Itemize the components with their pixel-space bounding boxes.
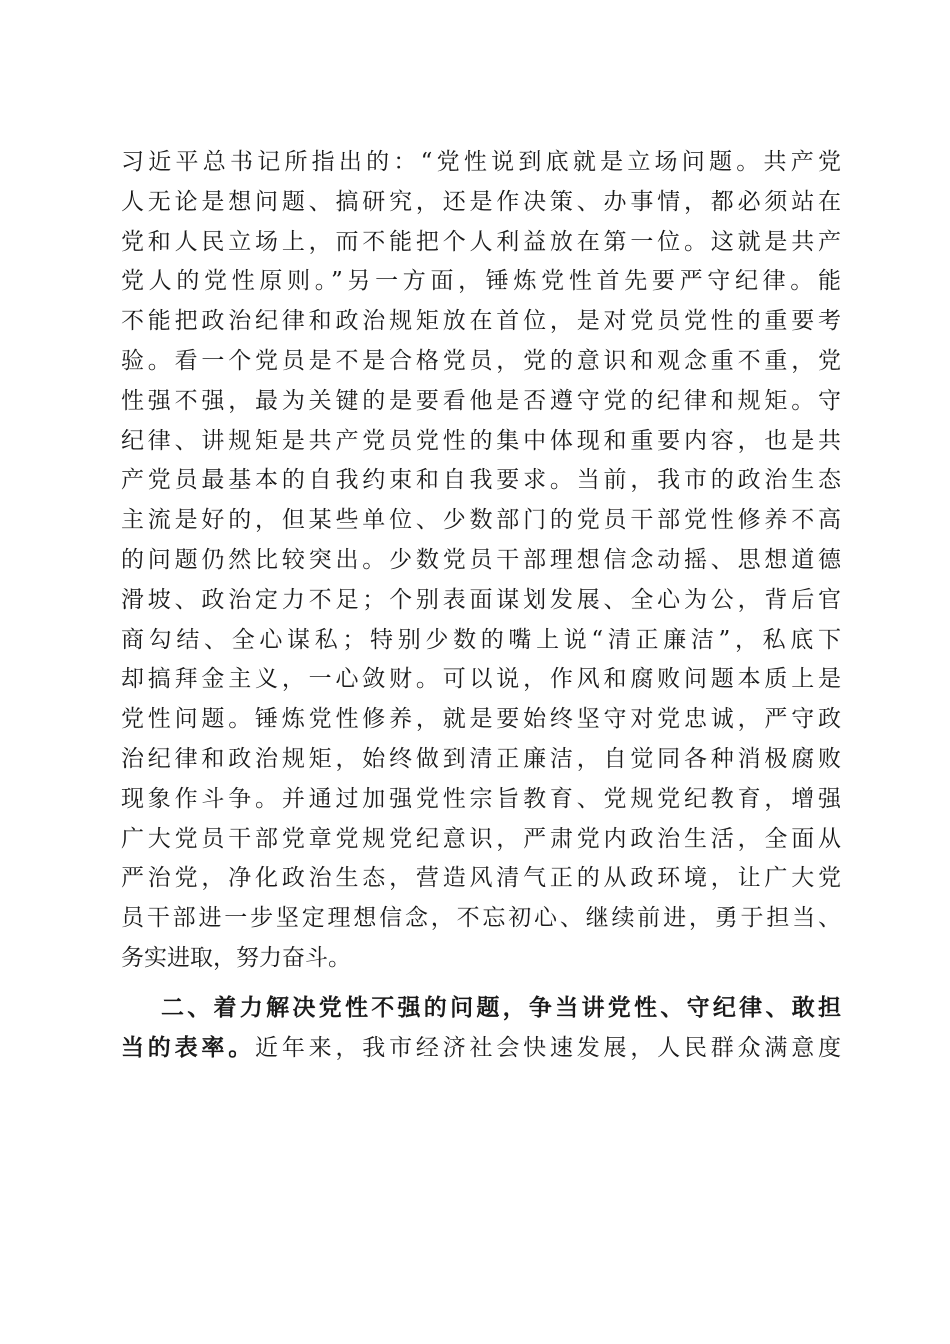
text-line: 纪律、讲规矩是共产党员党性的集中体现和重要内容，也是共 bbox=[121, 427, 841, 454]
text-line: 的问题仍然比较突出。少数党员干部理想信念动摇、思想道德 bbox=[121, 546, 841, 573]
text-line: 习近平总书记所指出的：“党性说到底就是立场问题。共产党 bbox=[121, 149, 841, 175]
text-line: 治纪律和政治规矩，始终做到清正廉洁，自觉同各种消极腐败 bbox=[121, 745, 841, 772]
section-body-text: 近年来，我市经济社会快速发展，人民群众满意度 bbox=[255, 1034, 842, 1061]
section-heading-end: 当的表率。 bbox=[121, 1034, 256, 1061]
paragraph-2 bbox=[121, 989, 841, 1069]
text-line: 却搞拜金主义，一心敛财。可以说，作风和腐败问题本质上是 bbox=[121, 666, 841, 693]
text-line: 员干部进一步坚定理想信念，不忘初心、继续前进，勇于担当、 bbox=[121, 905, 841, 932]
paragraph-gap bbox=[121, 979, 841, 989]
text-line: 滑坡、政治定力不足；个别表面谋划发展、全心为公，背后官 bbox=[121, 586, 841, 613]
text-line: 党人的党性原则。”另一方面，锤炼党性首先要严守纪律。能 bbox=[121, 268, 841, 295]
section-heading: 二、着力解决党性不强的问题，争当讲党性、守纪律、敢担 bbox=[161, 994, 841, 1021]
text-line: 党和人民立场上，而不能把个人利益放在第一位。这就是共产 bbox=[121, 228, 841, 255]
text-line: 党性问题。锤炼党性修养，就是要始终坚守对党忠诚，严守政 bbox=[121, 706, 841, 733]
text-line: 人无论是想问题、搞研究，还是作决策、办事情，都必须站在 bbox=[121, 188, 841, 215]
text-line: 严治党，净化政治生态，营造风清气正的从政环境，让广大党 bbox=[121, 865, 841, 892]
document-body bbox=[121, 143, 841, 1068]
text-line: 验。看一个党员是不是合格党员，党的意识和观念重不重，党 bbox=[121, 347, 841, 374]
text-line: 不能把政治纪律和政治规矩放在首位，是对党员党性的重要考 bbox=[121, 308, 841, 335]
text-line: 广大党员干部党章党规党纪意识，严肃党内政治生活，全面从 bbox=[121, 825, 841, 852]
text-line: 主流是好的，但某些单位、少数部门的党员干部党性修养不高 bbox=[121, 507, 841, 534]
text-line: 商勾结、全心谋私；特别少数的嘴上说“清正廉洁”，私底下 bbox=[121, 626, 841, 653]
text-line: 现象作斗争。并通过加强党性宗旨教育、党规党纪教育，增强 bbox=[121, 785, 841, 812]
paragraph-1 bbox=[121, 143, 841, 979]
text-line bbox=[121, 1029, 841, 1069]
text-line: 产党员最基本的自我约束和自我要求。当前，我市的政治生态 bbox=[121, 467, 841, 494]
text-line: 务实进取，努力奋斗。 bbox=[121, 944, 351, 971]
text-line: 性强不强，最为关键的是要看他是否遵守党的纪律和规矩。守 bbox=[121, 387, 841, 414]
